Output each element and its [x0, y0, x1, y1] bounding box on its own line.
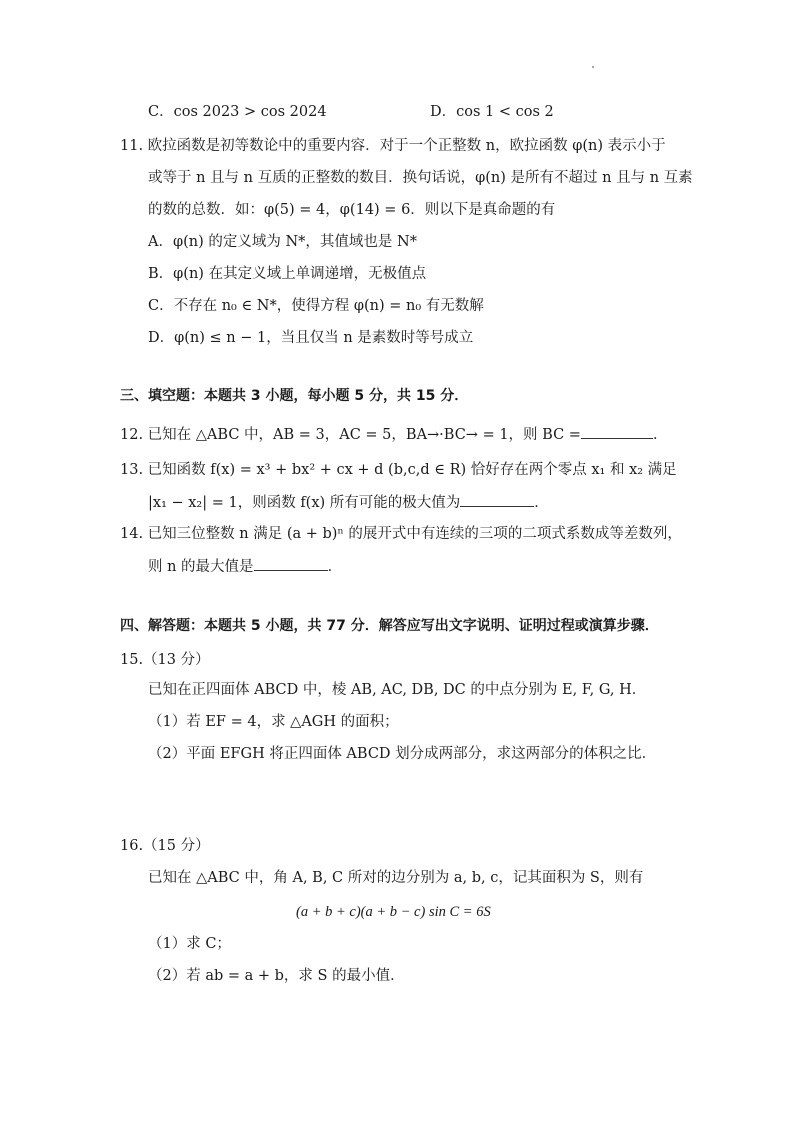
- q13-answer-blank[interactable]: [460, 492, 534, 507]
- q16-part2: （2）若 ab = a + b，求 S 的最小值．: [148, 968, 405, 984]
- q14-answer-blank[interactable]: [254, 556, 328, 571]
- section-3-heading: 三、填空题：本题共 3 小题，每小题 5 分，共 15 分．: [120, 388, 469, 404]
- section-4-heading: 四、解答题：本题共 5 小题，共 77 分．解答应写出文字说明、证明过程或演算步骤．: [120, 618, 659, 634]
- q15-part1: （1）若 EF = 4，求 △AGH 的面积；: [148, 714, 399, 730]
- q16-part1: （1）求 C；: [148, 936, 231, 952]
- q15-part2: （2）平面 EFGH 将正四面体 ABCD 划分成两部分，求这两部分的体积之比．: [148, 746, 657, 762]
- q15-number: 15.（13 分）: [120, 652, 210, 668]
- q14-line2: [148, 556, 342, 577]
- q14-text: 则 n 的最大值是: [148, 559, 254, 575]
- q13-line2: [148, 492, 549, 513]
- q12-text: 12. 已知在 △ABC 中，AB = 3，AC = 5，BA→·BC→ = 1，则 BC =: [120, 427, 581, 443]
- q12-answer-blank[interactable]: [581, 424, 653, 439]
- q11-option-c: C．不存在 n₀ ∈ N*，使得方程 φ(n) = n₀ 有无数解: [148, 298, 484, 314]
- scan-speck: [592, 66, 594, 68]
- q11-stem-line3: 的数的总数．如：φ(5) = 4，φ(14) = 6．则以下是真命题的有: [148, 202, 556, 218]
- q16-number: 16.（15 分）: [120, 838, 210, 854]
- q11-stem-line2: 或等于 n 且与 n 互质的正整数的数目．换句话说，φ(n) 是所有不超过 n 且与 n 互素: [148, 170, 693, 186]
- q14-stem-line1: 14. 已知三位整数 n 满足 (a + b)ⁿ 的展开式中有连续的三项的二项式系数成等差数列，: [120, 526, 682, 542]
- q16-stem: 已知在 △ABC 中，角 A, B, C 所对的边分别为 a, b, c，记其面积为 S，则有: [148, 870, 644, 886]
- q12-line: [120, 424, 667, 445]
- q12-end: ．: [652, 427, 668, 443]
- q10-option-c: C．cos 2023 > cos 2024: [148, 104, 327, 120]
- q11-option-a: A．φ(n) 的定义域为 N*，其值域也是 N*: [148, 234, 417, 250]
- q11-option-d: D．φ(n) ≤ n − 1，当且仅当 n 是素数时等号成立: [148, 330, 474, 346]
- q13-stem-line1: 13. 已知函数 f(x) = x³ + bx² + cx + d (b,c,d ∈ R) 恰好存在两个零点 x₁ 和 x₂ 满足: [120, 462, 677, 478]
- q13-end: ．: [534, 495, 549, 511]
- q13-text: |x₁ − x₂| = 1，则函数 f(x) 所有可能的极大值为: [148, 495, 461, 511]
- q16-formula: (a + b + c)(a + b − c) sin C = 6S: [296, 904, 491, 920]
- q14-end: ．: [327, 559, 343, 575]
- q11-option-b: B．φ(n) 在其定义域上单调递增，无极值点: [148, 266, 427, 282]
- q11-stem-line1: 11. 欧拉函数是初等数论中的重要内容．对于一个正整数 n，欧拉函数 φ(n) 表示小于: [120, 138, 666, 154]
- q15-stem: 已知在正四面体 ABCD 中，棱 AB, AC, DB, DC 的中点分别为 E, F, G, H．: [148, 682, 647, 698]
- q10-option-d: D．cos 1 < cos 2: [430, 104, 554, 120]
